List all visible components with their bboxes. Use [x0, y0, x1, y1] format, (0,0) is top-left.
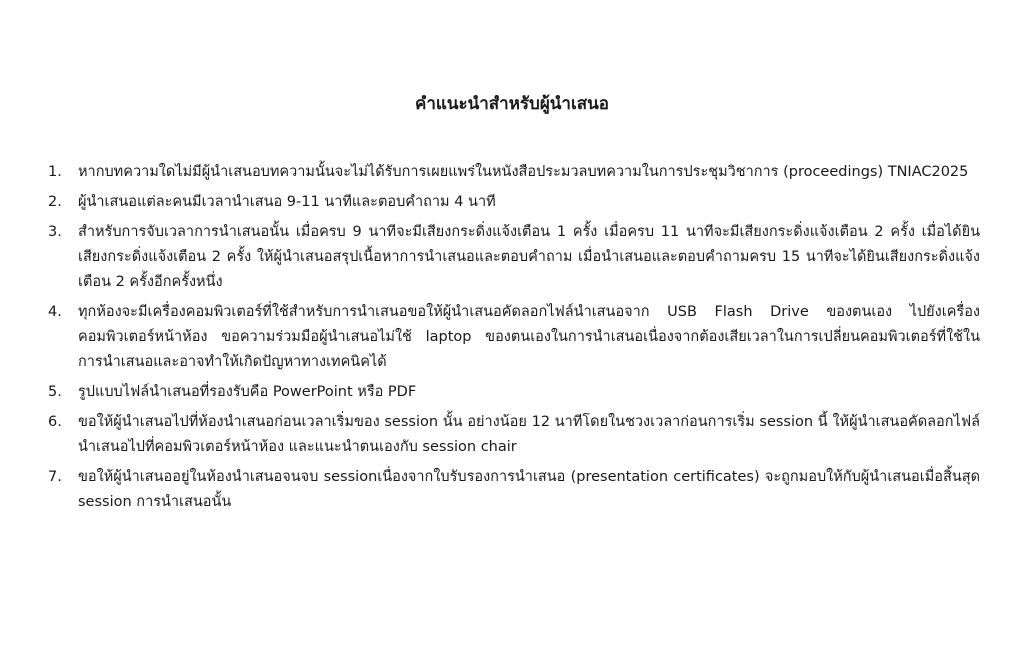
item-number: 4.: [48, 304, 62, 320]
page-title: คำแนะนำสำหรับผู้นำเสนอ: [415, 94, 609, 114]
list-item: [48, 220, 980, 295]
item-number: 6.: [48, 414, 62, 430]
item-text: ขอให้ผู้นำเสนอไปที่ห้องนำเสนอก่อนเวลาเริ่มของ session นั้น อย่างน้อย 12 นาทีโดยในชวงเวลาก่อนการเริ่ม session นี้ ให้ผู้นำเสนอคัดลอกไฟล์นำเสนอไปที่คอมพิวเตอร์หน้าห้อง และแนะนำตนเองกับ session chair: [78, 414, 980, 455]
item-text: ผู้นำเสนอแต่ละคนมีเวลานำเสนอ 9-11 นาทีและตอบคำถาม 4 นาที: [78, 194, 496, 210]
list-item: [48, 380, 980, 405]
item-text: ขอให้ผู้นำเสนออยู่ในห้องนำเสนอจนจบ sessionเนื่องจากใบรับรองการนำเสนอ (presentation certificates) จะถูกมอบให้กับผู้นำเสนอเมื่อสิ้นสุด session การนำเสนอนั้น: [78, 469, 980, 510]
item-number: 1.: [48, 164, 62, 180]
list-item: [48, 465, 980, 515]
list-item: [48, 410, 980, 460]
item-text: หากบทความใดไม่มีผู้นำเสนอบทความนั้นจะไม่ได้รับการเผยแพร่ในหนังสือประมวลบทความในการประชุมวิชาการ (proceedings) TNIAC2025: [78, 164, 969, 180]
list-item: [48, 190, 980, 215]
item-text: รูปแบบไฟล์นำเสนอที่รองรับคือ PowerPoint หรือ PDF: [78, 384, 417, 400]
list-item: [48, 300, 980, 375]
item-text: สำหรับการจับเวลาการนำเสนอนั้น เมื่อครบ 9 นาทีจะมีเสียงกระดิ่งแจ้งเตือน 1 ครั้ง เมื่อครบ 11 นาทีจะมีเสียงกระดิ่งแจ้งเตือน 2 ครั้ง เมื่อได้ยินเสียงกระดิ่งแจ้งเตือน 2 ครั้ง ให้ผู้นำเสนอสรุปเนื้อหาการนำเสนอและตอบคำถาม เมื่อนำเสนอและตอบคำถามครบ 15 นาทีจะได้ยินเสียงกระดิ่งแจ้งเตือน 2 ครั้งอีกครั้งหนึ่ง: [78, 224, 980, 290]
item-number: 5.: [48, 384, 62, 400]
item-number: 7.: [48, 469, 62, 485]
instruction-list: [48, 160, 980, 520]
list-item: [48, 160, 980, 185]
item-number: 2.: [48, 194, 62, 210]
item-number: 3.: [48, 224, 62, 240]
item-text: ทุกห้องจะมีเครื่องคอมพิวเตอร์ที่ใช้สำหรับการนำเสนอขอให้ผู้นำเสนอคัดลอกไฟล์นำเสนอจาก USB Flash Drive ของตนเอง ไปยังเครื่องคอมพิวเตอร์หน้าห้อง ขอความร่วมมือผู้นำเสนอไม่ใช้ laptop ของตนเองในการนำเสนอเนื่องจากต้องเสียเวลาในการเปลี่ยนคอมพิวเตอร์ที่ใช้ในการนำเสนอและอาจทำให้เกิดปัญหาทางเทคนิคได้: [78, 304, 980, 370]
